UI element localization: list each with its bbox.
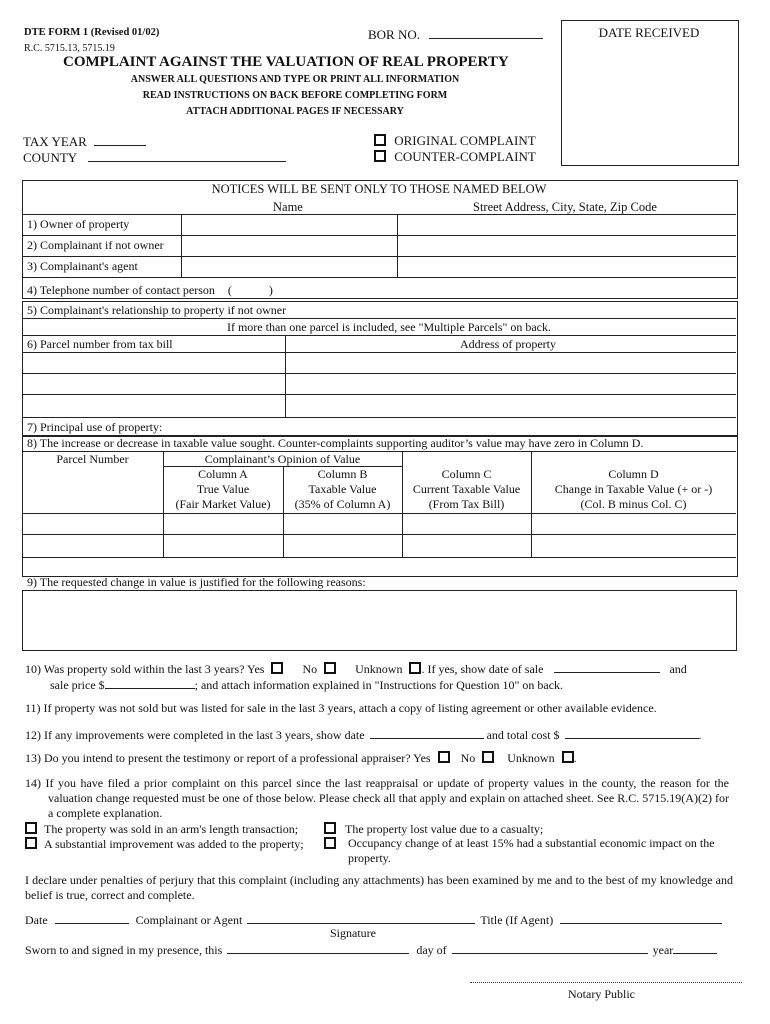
- column-a-note: (Fair Market Value): [175, 497, 271, 511]
- rc-reference: R.C. 5715.13, 5715.19: [24, 43, 115, 54]
- casualty-checkbox[interactable]: [324, 822, 336, 834]
- sworn-year-field[interactable]: [673, 941, 717, 954]
- q13-no-label: No: [460, 751, 476, 765]
- q10-sale-date-field[interactable]: [554, 660, 660, 673]
- question-14: 14) If you have filed a prior complaint on this parcel since the last reappraisal or update of property values in the county, the reason for the valuation change requested must be one of those below. Please check all that apply and explain on attached sheet. See R.C. 5715.19(A)(2) for a complete explanation.: [25, 776, 729, 820]
- value-sought-label: 8) The increase or decrease in taxable value sought. Counter-complaints supporting auditor’s value may have zero in Column D.: [27, 436, 644, 450]
- column-c-header: [402, 467, 531, 512]
- q10-price-label: sale price $: [50, 678, 105, 692]
- instruction-3: ATTACH ADDITIONAL PAGES IF NECESSARY: [186, 106, 404, 117]
- parcel-address-field-1[interactable]: [286, 353, 735, 372]
- bor-text: BOR NO.: [368, 27, 421, 42]
- sworn-row: [25, 941, 717, 958]
- notary-signature-line[interactable]: [470, 982, 742, 983]
- parcel-address-field-3[interactable]: [286, 395, 735, 416]
- owner-address-field[interactable]: [398, 215, 735, 234]
- counter-complaint-label: COUNTER-COMPLAINT: [394, 149, 536, 164]
- telephone-label: 4) Telephone number of contact person: [27, 283, 215, 297]
- signature-caption: Signature: [330, 926, 376, 940]
- arms-length-label: The property was sold in an arm's length transaction;: [44, 822, 299, 836]
- title-field[interactable]: [560, 911, 722, 924]
- column-a-title: Column A: [198, 467, 248, 481]
- form-title: COMPLAINT AGAINST THE VALUATION OF REAL PROPERTY: [63, 54, 509, 70]
- q13-yes-checkbox[interactable]: [438, 751, 450, 763]
- column-a-header: [163, 467, 283, 512]
- column-c-note: (From Tax Bill): [428, 497, 505, 511]
- improvement-checkbox[interactable]: [25, 837, 37, 849]
- q10-attach-text: ; and attach information explained in "Instructions for Question 10" on back.: [194, 678, 564, 692]
- parcel-address-field-2[interactable]: [286, 374, 735, 393]
- column-d-title: Column D: [608, 467, 659, 481]
- column-b-title: Column B: [317, 467, 368, 481]
- parcel-field-2[interactable]: [23, 374, 284, 393]
- column-d-subtitle: Change in Taxable Value (+ or -): [554, 482, 713, 496]
- question-10-line1: [25, 660, 687, 677]
- telephone-paren-open: (: [227, 283, 232, 297]
- q13-end: .: [573, 751, 577, 765]
- occupancy-label: Occupancy change of at least 15% had a substantial economic impact on the property.: [348, 836, 715, 865]
- q10-unknown-label: Unknown: [355, 662, 403, 676]
- q10-sale-date-label: . If yes, show date of sale: [421, 662, 544, 676]
- q12-text: 12) If any improvements were completed in the last 3 years, show date: [25, 728, 365, 742]
- notices-heading: NOTICES WILL BE SENT ONLY TO THOSE NAMED BELOW: [211, 182, 547, 196]
- owner-row-label: 1) Owner of property: [27, 217, 130, 231]
- bor-number-field[interactable]: [429, 26, 543, 39]
- column-b-note: (35% of Column A): [294, 497, 391, 511]
- q12-end: .: [698, 728, 702, 742]
- q10-text: 10) Was property sold within the last 3 years? Yes: [25, 662, 265, 676]
- agent-name-field[interactable]: [182, 257, 396, 276]
- column-b-header: [283, 467, 402, 512]
- value-row-2[interactable]: [23, 535, 735, 556]
- option-occupancy[interactable]: [324, 837, 336, 852]
- bor-label: [368, 26, 543, 43]
- column-d-header: [531, 467, 736, 512]
- telephone-paren-close: ): [268, 283, 273, 297]
- reasons-label: 9) The requested change in value is justified for the following reasons:: [27, 575, 366, 589]
- year-label: year: [652, 943, 674, 957]
- day-of-label: day of: [416, 943, 447, 957]
- original-complaint-label: ORIGINAL COMPLAINT: [394, 133, 536, 148]
- q13-no-checkbox[interactable]: [482, 751, 494, 763]
- principal-use-label: 7) Principal use of property:: [27, 420, 163, 434]
- q10-and: and: [669, 662, 687, 676]
- column-c-title: Column C: [441, 467, 492, 481]
- question-12: [25, 726, 702, 743]
- agent-row-label: 3) Complainant's agent: [27, 259, 138, 273]
- date-label: Date: [25, 913, 48, 927]
- county-row: [23, 149, 286, 166]
- parcel-field-1[interactable]: [23, 353, 284, 372]
- instruction-1: ANSWER ALL QUESTIONS AND TYPE OR PRINT ALL INFORMATION: [130, 74, 460, 85]
- casualty-label: The property lost value due to a casualty;: [345, 822, 544, 836]
- tax-year-field[interactable]: [94, 133, 146, 146]
- perjury-declaration: I declare under penalties of perjury that this complaint (including any attachments) has been examined by me and to the best of my knowledge and belief is true, correct and complete.: [25, 873, 733, 902]
- tax-year-row: [23, 133, 146, 150]
- form-id: DTE FORM 1 (Revised 01/02): [24, 27, 160, 38]
- original-complaint-option[interactable]: [374, 133, 536, 149]
- instruction-2: READ INSTRUCTIONS ON BACK BEFORE COMPLETING FORM: [142, 90, 448, 101]
- reasons-field[interactable]: [23, 591, 735, 649]
- q13-unknown-label: Unknown: [507, 751, 555, 765]
- option-arms-length[interactable]: [25, 822, 298, 837]
- notary-label: Notary Public: [568, 987, 635, 1001]
- parcel-number-label: 6) Parcel number from tax bill: [27, 337, 173, 351]
- parcel-number-column-header: Parcel Number: [56, 452, 129, 466]
- date-received-label: DATE RECEIVED: [598, 25, 700, 40]
- owner-name-field[interactable]: [182, 215, 396, 234]
- county-field[interactable]: [88, 149, 286, 162]
- tax-year-label: TAX YEAR: [23, 134, 87, 149]
- question-10-line2: [50, 676, 563, 693]
- option-casualty[interactable]: [324, 822, 543, 837]
- date-field[interactable]: [55, 911, 129, 924]
- relationship-label: 5) Complainant's relationship to property if not owner: [27, 303, 287, 317]
- sworn-month-field[interactable]: [452, 941, 648, 954]
- q12-cost-field[interactable]: [565, 726, 699, 739]
- q13-text: 13) Do you intend to present the testimony or report of a professional appraiser? Yes: [25, 751, 431, 765]
- sworn-day-field[interactable]: [227, 941, 409, 954]
- q10-no-checkbox[interactable]: [324, 662, 336, 674]
- original-complaint-checkbox[interactable]: [374, 134, 386, 146]
- q12-cost-label: and total cost $: [486, 728, 560, 742]
- question-11: 11) If property was not sold but was listed for sale in the last 3 years, attach a copy of listing agreement or other available evidence.: [25, 701, 657, 715]
- title-agent-label: Title (If Agent): [480, 913, 554, 927]
- q10-unknown-checkbox[interactable]: [409, 662, 421, 674]
- column-b-subtitle: Taxable Value: [308, 482, 377, 496]
- q12-date-field[interactable]: [370, 726, 484, 739]
- column-d-note: (Col. B minus Col. C): [580, 497, 687, 511]
- column-c-subtitle: Current Taxable Value: [412, 482, 521, 496]
- name-column-header: Name: [273, 200, 303, 214]
- improvement-label: A substantial improvement was added to the property;: [44, 837, 304, 851]
- complainant-name-field[interactable]: [182, 236, 396, 255]
- sworn-label: Sworn to and signed in my presence, this: [25, 943, 223, 957]
- signature-field[interactable]: [247, 911, 475, 924]
- q10-yes-checkbox[interactable]: [271, 662, 283, 674]
- column-a-subtitle: True Value: [196, 482, 250, 496]
- parcel-field-3[interactable]: [23, 395, 284, 416]
- complainant-row-label: 2) Complainant if not owner: [27, 238, 164, 252]
- q13-unknown-checkbox[interactable]: [562, 751, 574, 763]
- arms-length-checkbox[interactable]: [25, 822, 37, 834]
- property-address-label: Address of property: [460, 337, 556, 351]
- option-improvement[interactable]: [25, 837, 304, 852]
- complainant-address-field[interactable]: [398, 236, 735, 255]
- county-label: COUNTY: [23, 150, 77, 165]
- counter-complaint-option[interactable]: [374, 149, 536, 165]
- telephone-row[interactable]: [27, 283, 273, 298]
- question-13: [25, 751, 577, 766]
- agent-address-field[interactable]: [398, 257, 735, 276]
- q10-price-field[interactable]: [105, 676, 195, 689]
- multiple-parcels-note: If more than one parcel is included, see "Multiple Parcels" on back.: [226, 320, 552, 334]
- occupancy-checkbox[interactable]: [324, 837, 336, 849]
- opinion-of-value-header: Complainant’s Opinion of Value: [204, 452, 361, 466]
- address-column-header: Street Address, City, State, Zip Code: [473, 200, 657, 214]
- complainant-agent-label: Complainant or Agent: [135, 913, 243, 927]
- counter-complaint-checkbox[interactable]: [374, 150, 386, 162]
- value-row-1[interactable]: [23, 514, 735, 533]
- q10-no-label: No: [302, 662, 318, 676]
- date-received-box[interactable]: [561, 20, 739, 166]
